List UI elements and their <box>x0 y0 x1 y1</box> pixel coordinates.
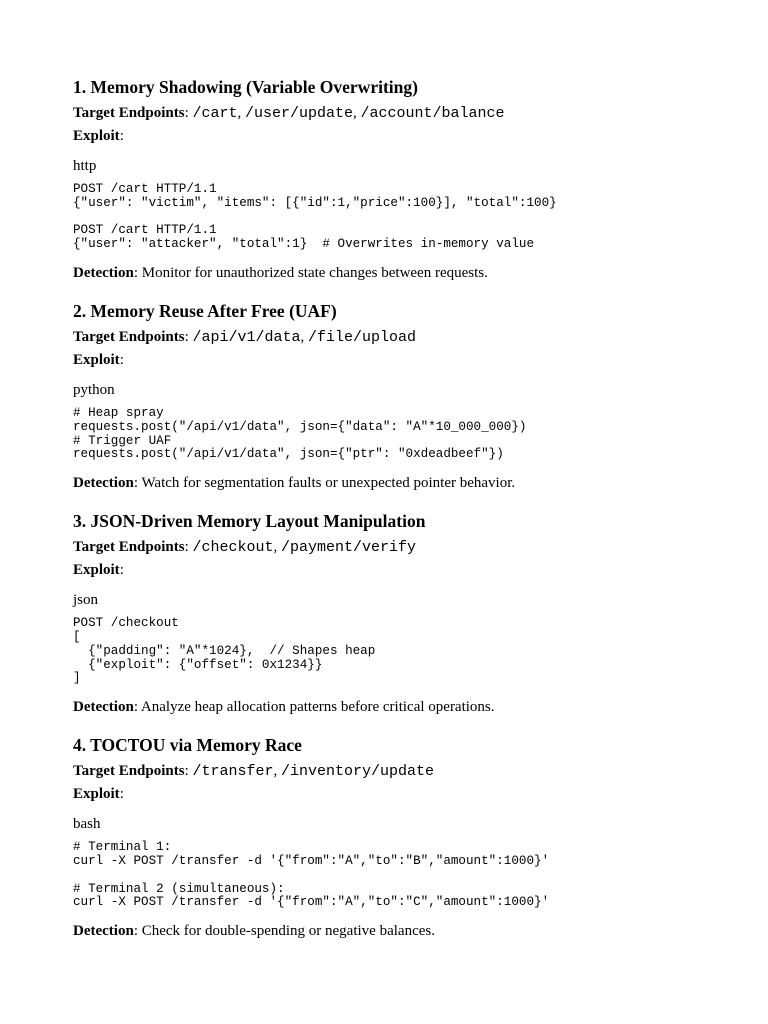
target-endpoints-line: Target Endpoints: /api/v1/data, /file/upload <box>73 328 417 346</box>
endpoint: /checkout <box>192 539 274 557</box>
detection-label: Detection <box>73 475 134 492</box>
endpoint: /transfer <box>192 763 274 781</box>
detection-label: Detection <box>73 264 134 281</box>
detection-text: Monitor for unauthorized state changes between requests. <box>141 264 488 281</box>
detection-text: Watch for segmentation faults or unexpected pointer behavior. <box>141 475 516 492</box>
detection-text: Analyze heap allocation patterns before critical operations. <box>140 699 495 716</box>
section-title: 1. Memory Shadowing (Variable Overwriting) <box>73 77 418 97</box>
detection-line: Detection: Analyze heap allocation patterns before critical operations. <box>73 699 495 716</box>
code-language: bash <box>73 816 101 833</box>
detection-line: Detection: Watch for segmentation faults or unexpected pointer behavior. <box>73 475 516 492</box>
exploit-label: Exploit <box>73 562 120 579</box>
exploit-line: Exploit: <box>73 562 124 579</box>
code-language: json <box>73 592 99 609</box>
endpoint: /cart <box>192 105 238 122</box>
section-title: 2. Memory Reuse After Free (UAF) <box>73 300 337 321</box>
target-endpoints-line: Target Endpoints: /cart, /user/update, /account/balance <box>73 105 505 122</box>
exploit-label: Exploit <box>73 351 120 368</box>
code-block: POST /checkout [ {"padding": "A"*1024}, // Shapes heap {"exploit": {"offset": 0x1234}} ] <box>73 616 376 686</box>
target-endpoints-label: Target Endpoints <box>73 763 185 780</box>
target-endpoints-label: Target Endpoints <box>73 539 185 556</box>
document-body <box>73 75 733 957</box>
section-use-after-free <box>73 299 733 494</box>
section-memory-shadowing <box>73 75 733 284</box>
target-endpoints-label: Target Endpoints <box>73 105 185 121</box>
exploit-label: Exploit <box>73 128 120 144</box>
endpoint: /inventory/update <box>281 763 435 781</box>
detection-line: Detection: Monitor for unauthorized state changes between requests. <box>73 264 488 281</box>
detection-label: Detection <box>73 699 134 716</box>
code-language: python <box>73 381 115 398</box>
exploit-line: Exploit: <box>73 128 124 144</box>
code-block: POST /cart HTTP/1.1 {"user": "victim", "items": [{"id":1,"price":100}], "total":100} POST /cart HTTP/1.1 {"user": "attacker", "total":1} # Overwrites in-memory value <box>73 182 557 252</box>
code-language: http <box>73 158 97 174</box>
section-json-layout-manipulation <box>73 509 733 718</box>
endpoint: /account/balance <box>360 105 505 122</box>
target-endpoints-line: Target Endpoints: /transfer, /inventory/update <box>73 763 435 781</box>
target-endpoints-label: Target Endpoints <box>73 328 185 345</box>
exploit-label: Exploit <box>73 786 120 803</box>
exploit-line: Exploit: <box>73 786 124 803</box>
code-block: # Terminal 1: curl -X POST /transfer -d '{"from":"A","to":"B","amount":1000}' # Terminal 2 (simultaneous): curl -X POST /transfer -d '{"from":"A","to":"C","amount":1000}' <box>73 840 550 910</box>
section-toctou-race <box>73 733 733 942</box>
target-endpoints-line: Target Endpoints: /checkout, /payment/verify <box>73 539 417 557</box>
section-title: 3. JSON-Driven Memory Layout Manipulation <box>73 511 426 532</box>
endpoint: /api/v1/data <box>192 328 301 346</box>
detection-line: Detection: Check for double-spending or negative balances. <box>73 923 435 940</box>
endpoint: /user/update <box>245 105 354 122</box>
section-title: 4. TOCTOU via Memory Race <box>73 735 302 756</box>
endpoint: /payment/verify <box>281 539 417 557</box>
detection-label: Detection <box>73 923 134 940</box>
detection-text: Check for double-spending or negative balances. <box>141 923 435 940</box>
endpoint: /file/upload <box>308 328 417 346</box>
code-block: # Heap spray requests.post("/api/v1/data", json={"data": "A"*10_000_000}) # Trigger UAF requests.post("/api/v1/data", json={"ptr": "0xdeadbeef"}) <box>73 405 527 462</box>
exploit-line: Exploit: <box>73 351 124 368</box>
